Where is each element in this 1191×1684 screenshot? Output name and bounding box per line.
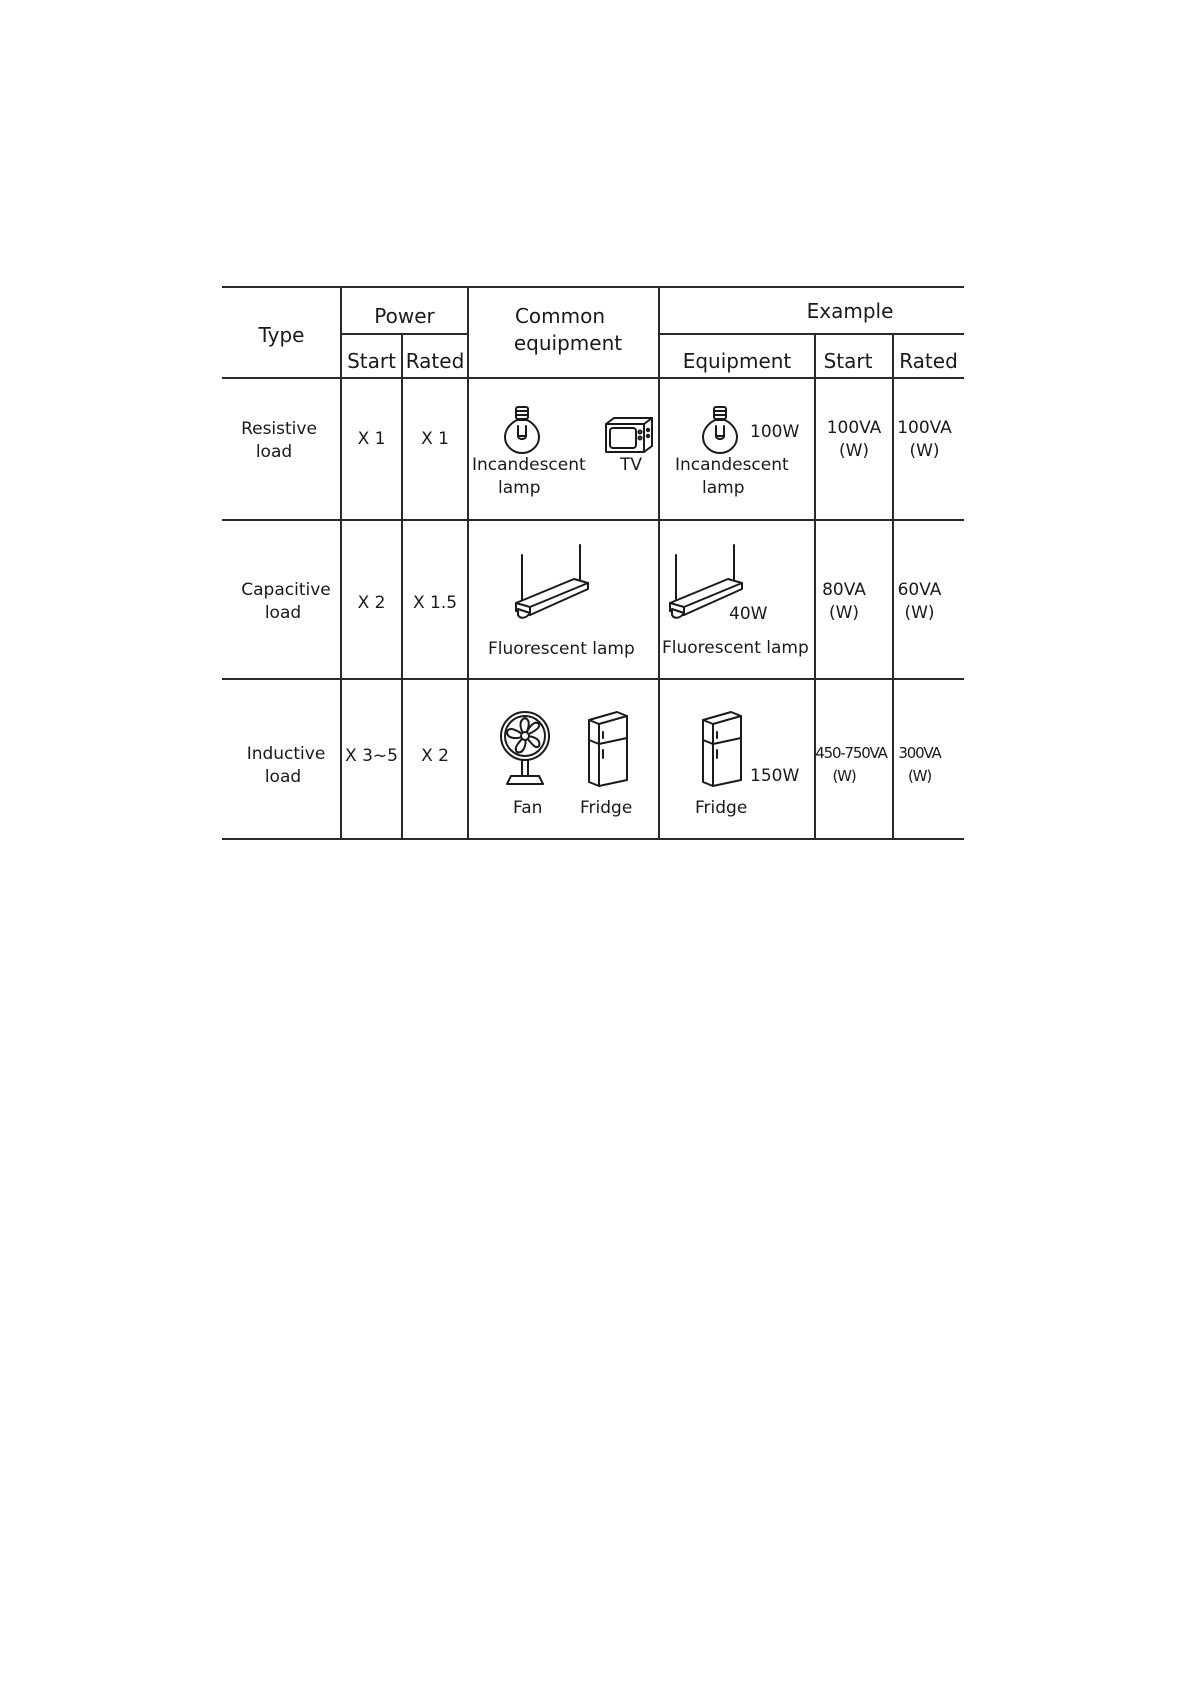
row3-type-line1: Inductive xyxy=(246,744,326,764)
header-power: Power xyxy=(374,304,435,328)
row3-common1-label: Fan xyxy=(513,798,543,818)
row1-common1-label-line1: Incandescent xyxy=(472,455,586,475)
row2-type-line1: Capacitive xyxy=(241,580,331,600)
row2-power-rated: X 1.5 xyxy=(412,593,458,613)
light-bulb-icon xyxy=(701,404,739,456)
header-common-equipment-line2: equipment xyxy=(513,331,623,355)
row1-type-line1: Resistive xyxy=(241,419,317,439)
row1-common1-label-line2: lamp xyxy=(498,478,541,498)
row1-example-label-line1: Incandescent xyxy=(675,455,789,475)
header-example-equipment: Equipment xyxy=(682,349,792,373)
fluorescent-lamp-icon xyxy=(514,545,592,621)
row3-power-rated: X 2 xyxy=(421,746,449,766)
row2-start-line2: (W) xyxy=(828,603,860,623)
row1-example-label-line2: lamp xyxy=(702,478,745,498)
header-example-start: Start xyxy=(823,349,873,373)
row1-start-line2: (W) xyxy=(838,441,870,461)
row1-power-rated: X 1 xyxy=(421,429,449,449)
row3-rated-line2: (W) xyxy=(908,767,931,785)
header-example: Example xyxy=(806,299,894,323)
header-power-start: Start xyxy=(347,349,396,373)
row2-start-line1: 80VA xyxy=(822,580,866,600)
fridge-icon xyxy=(587,710,629,786)
row3-start-line2: (W) xyxy=(832,767,856,785)
row3-type-line2: load xyxy=(264,767,302,787)
row1-rated-line2: (W) xyxy=(909,441,940,461)
row2-power-start: X 2 xyxy=(357,593,386,613)
tv-icon xyxy=(604,416,654,454)
row1-common2-label: TV xyxy=(620,455,643,475)
header-power-rated: Rated xyxy=(405,349,465,373)
light-bulb-icon xyxy=(503,404,541,456)
row3-example-label: Fridge xyxy=(695,798,748,818)
row2-example-label: Fluorescent lamp xyxy=(662,638,809,658)
row3-power-start: X 3~5 xyxy=(345,746,398,766)
header-example-rated: Rated xyxy=(899,349,958,373)
row2-rated-line2: (W) xyxy=(904,603,935,623)
row1-start-line1: 100VA xyxy=(826,418,882,438)
row3-example-watt: 150W xyxy=(750,766,800,786)
row3-start-line1: 450-750VA xyxy=(815,744,887,762)
row2-example-watt: 40W xyxy=(729,604,768,624)
fan-icon xyxy=(499,710,551,786)
header-common-equipment-line1: Common xyxy=(514,304,606,328)
row1-rated-line1: 100VA xyxy=(897,418,952,438)
row2-rated-line1: 60VA xyxy=(897,580,942,600)
row2-type-line2: load xyxy=(264,603,302,623)
row3-rated-line1: 300VA xyxy=(898,744,941,762)
row3-common2-label: Fridge xyxy=(580,798,633,818)
row1-power-start: X 1 xyxy=(357,429,386,449)
fridge-icon xyxy=(701,710,743,786)
row2-common1-label: Fluorescent lamp xyxy=(488,639,635,659)
header-type: Type xyxy=(258,323,305,347)
row1-example-watt: 100W xyxy=(750,422,800,442)
row1-type-line2: load xyxy=(255,442,293,462)
